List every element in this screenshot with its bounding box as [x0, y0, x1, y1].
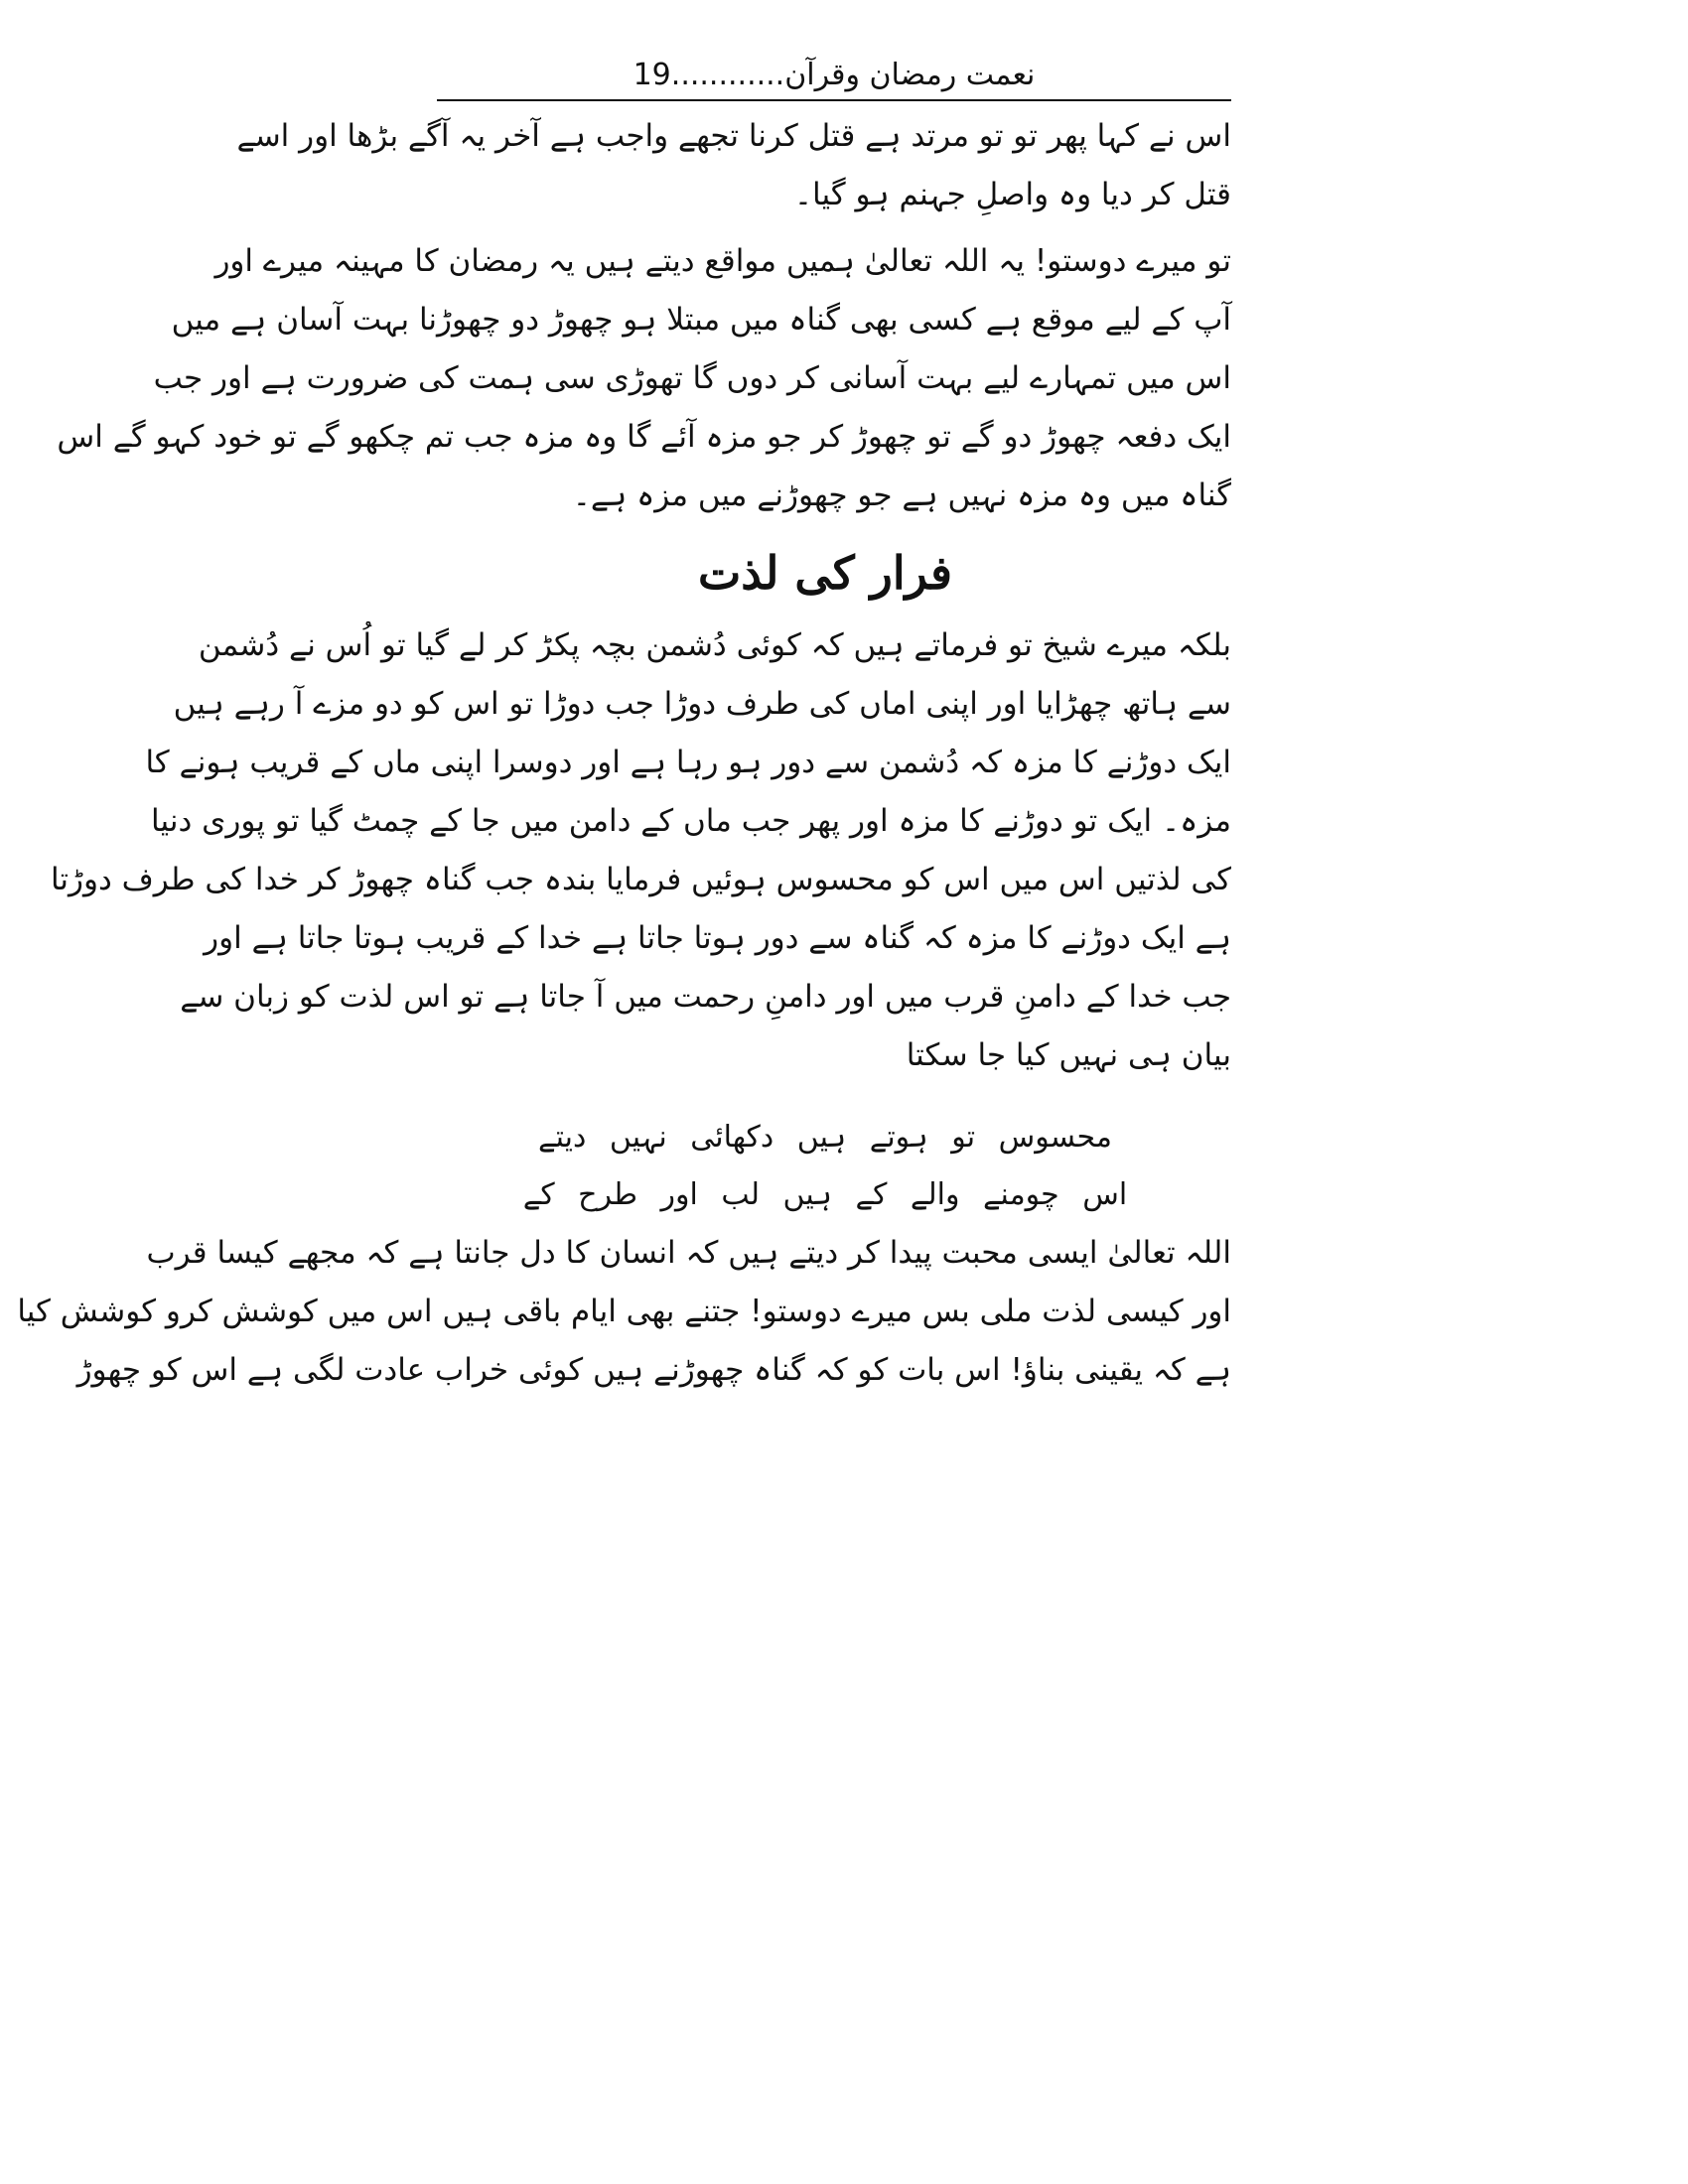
text-line: سے ہاتھ چھڑایا اور اپنی اماں کی طرف دوڑا جب دوڑا تو اس کو دو مزے آ رہے ہیں: [173, 686, 1231, 722]
page-number: 19: [633, 58, 671, 92]
text-line: اس میں تمہارے لیے بہت آسانی کر دوں گا تھوڑی سی ہمت کی ضرورت ہے اور جب: [153, 360, 1231, 396]
book-title: نعمت رمضان وقرآن: [784, 58, 1036, 92]
text-line: ایک دوڑنے کا مزہ کہ دُشمن سے دور ہو رہا ہے اور دوسرا اپنی ماں کے قریب ہونے کا: [145, 745, 1231, 780]
paragraph-1: [236, 107, 1231, 224]
text-line: مزہ۔ ایک تو دوڑنے کا مزہ اور پھر جب ماں کے دامن میں جا کے چمٹ گیا تو پوری دنیا: [151, 803, 1231, 839]
paragraph-4: [17, 1224, 1231, 1400]
text-line: تو میرے دوستو! یہ اللہ تعالیٰ ہمیں مواقع دیتے ہیں یہ رمضان کا مہینہ میرے اور: [214, 243, 1231, 279]
header-dots: ............: [670, 58, 785, 92]
page-body: [17, 107, 1231, 1400]
running-header: [437, 52, 1231, 99]
text-line: اور کیسی لذت ملی بس میرے دوستو! جتنے بھی ایام باقی ہیں اس میں کوشش کرو کوشش کیا: [17, 1294, 1231, 1329]
verse-line: محسوس تو ہوتے ہیں دکھائی نہیں دیتے: [538, 1120, 1112, 1155]
text-line: اللہ تعالیٰ ایسی محبت پیدا کر دیتے ہیں کہ انسان کا دل جانتا ہے کہ مجھے کیسا قرب: [146, 1235, 1231, 1271]
text-line: کی لذتیں اس میں اس کو محسوس ہوئیں فرمایا بندہ جب گناہ چھوڑ کر خدا کی طرف دوڑتا: [50, 862, 1231, 897]
verse-couplet: [419, 1109, 1231, 1224]
paragraph-3: [50, 616, 1231, 1085]
text-line: اس نے کہا پھر تو تو مرتد ہے قتل کرنا تجھے واجب ہے آخر یہ آگے بڑھا اور اسے: [236, 118, 1231, 154]
text-line: آپ کے لیے موقع ہے کسی بھی گناہ میں مبتلا ہو چھوڑ دو چھوڑنا بہت آسان ہے میں: [171, 302, 1231, 338]
header-rule: [437, 99, 1231, 101]
text-line: ہے ایک دوڑنے کا مزہ کہ گناہ سے دور ہوتا جاتا ہے خدا کے قریب ہوتا جاتا ہے اور: [204, 920, 1231, 956]
text-line: بلکہ میرے شیخ تو فرماتے ہیں کہ کوئی دُشمن بچہ پکڑ کر لے گیا تو اُس نے دُشمن: [198, 627, 1231, 663]
section-heading: فرار کی لذت: [697, 546, 953, 600]
text-line: جب خدا کے دامنِ قرب میں اور دامنِ رحمت میں آ جاتا ہے تو اس لذت کو زبان سے: [180, 979, 1231, 1015]
verse-line: اس چومنے والے کے ہیں لب اور طرح کے: [522, 1177, 1128, 1212]
text-line: گناہ میں وہ مزہ نہیں ہے جو چھوڑنے میں مزہ ہے۔: [572, 478, 1231, 513]
text-line: بیان ہی نہیں کیا جا سکتا: [906, 1037, 1231, 1073]
text-line: قتل کر دیا وہ واصلِ جہنم ہو گیا۔: [793, 177, 1231, 212]
text-line: ایک دفعہ چھوڑ دو گے تو چھوڑ کر جو مزہ آئے گا وہ مزہ جب تم چکھو گے تو خود کہو گے اس: [57, 419, 1231, 455]
text-line: ہے کہ یقینی بناؤ! اس بات کو کہ گناہ چھوڑنے ہیں کوئی خراب عادت لگی ہے اس کو چھوڑ: [76, 1352, 1231, 1388]
paragraph-2: [57, 232, 1231, 525]
